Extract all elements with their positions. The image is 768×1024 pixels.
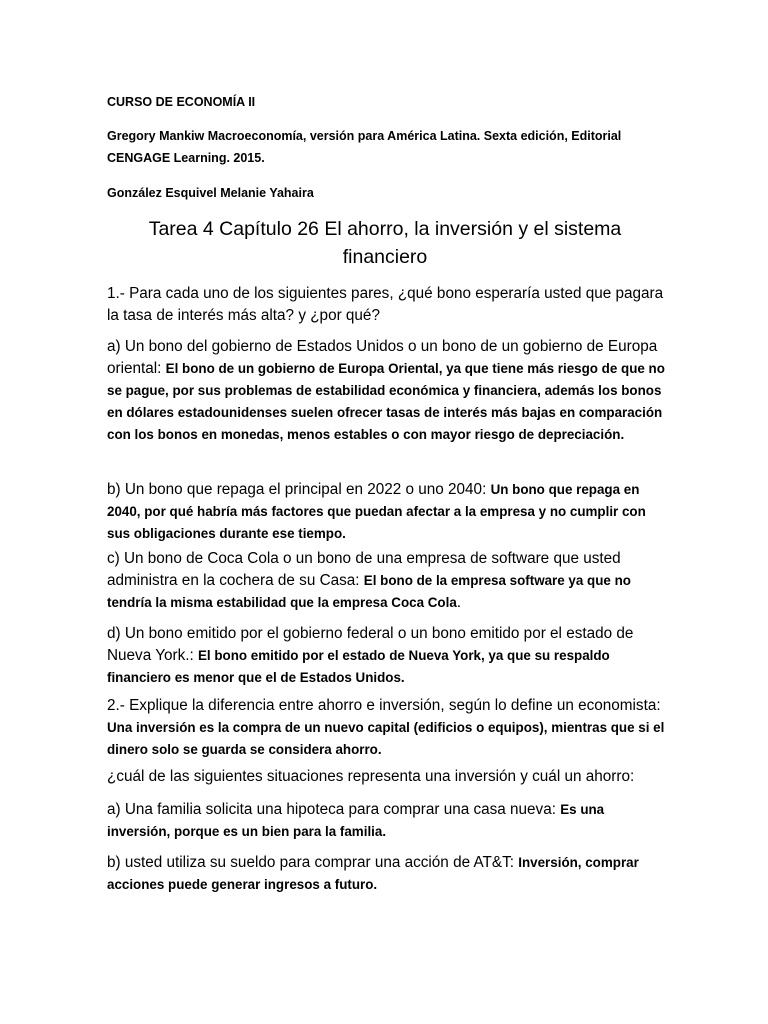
question-2a [107,799,665,843]
question-1d [107,623,665,689]
textbook-reference: Gregory Mankiw Macroeconomía, versión para América Latina. Sexta edición, Editorial CENGAGE Learning. 2015. [107,129,622,165]
question-2 [107,695,665,761]
question-prompt: 2.- Explique la diferencia entre ahorro e inversión, según lo define un economista: [107,697,661,714]
question-answer: El bono emitido por el estado de Nueva York, ya que su respaldo financiero es menor que el de Estados Unidos. [107,648,610,685]
question-1b [107,479,665,545]
question-answer: El bono de la empresa software ya que no tendría la misma estabilidad que la empresa Coca Cola [107,573,631,610]
question-suffix: . [456,594,462,611]
question-answer: Un bono que repaga en 2040, por qué habría más factores que puedan afectar a la empresa y no cumplir con sus obligaciones durante ese tiempo. [107,482,646,541]
question-answer: El bono de un gobierno de Europa Oriental, ya que tiene más riesgo de que no se pague, por sus problemas de estabilidad económica y financiera, además los bonos en dólares estadounidenses suelen ofrecer tasas de interés más bajas en comparación con los bonos en monedas, menos estables o con mayor riesgo de depreciación. [107,361,665,442]
question-prompt: b) Un bono que repaga el principal en 2022 o uno 2040: [107,481,491,498]
question-prompt: c) Un bono de Coca Cola o un bono de una empresa de software que usted administra en la cochera de su Casa: [107,550,621,589]
question-2b [107,852,665,896]
course-heading: CURSO DE ECONOMÍA II [107,95,256,109]
question-1: 1.- Para cada uno de los siguientes pares, ¿qué bono esperaría usted que pagara la tasa de interés más alta? y ¿por qué? [107,285,664,324]
question-1c [107,548,665,614]
question-prompt: d) Un bono emitido por el gobierno federal o un bono emitido por el estado de Nueva York.: [107,625,634,664]
assignment-title: Tarea 4 Capítulo 26 El ahorro, la inversión y el sistema financiero [148,218,622,268]
question-answer: Inversión, comprar acciones puede generar ingresos a futuro. [107,855,639,892]
question-answer: Una inversión es la compra de un nuevo capital (edificios o equipos), mientras que si el dinero solo se guarda se considera ahorro. [107,720,665,757]
question-prompt: a) Una familia solicita una hipoteca para comprar una casa nueva: [107,801,561,818]
question-prompt: b) usted utiliza su sueldo para comprar una acción de AT&T: [107,854,519,871]
question-1a [107,336,665,446]
question-2-subprompt: ¿cuál de las siguientes situaciones representa una inversión y cuál un ahorro: [107,768,635,785]
question-prompt: a) Un bono del gobierno de Estados Unidos o un bono de un gobierno de Europa oriental: [107,338,658,377]
question-answer: Es una inversión, porque es un bien para la familia. [107,802,605,839]
student-name: González Esquivel Melanie Yahaira [107,186,314,200]
